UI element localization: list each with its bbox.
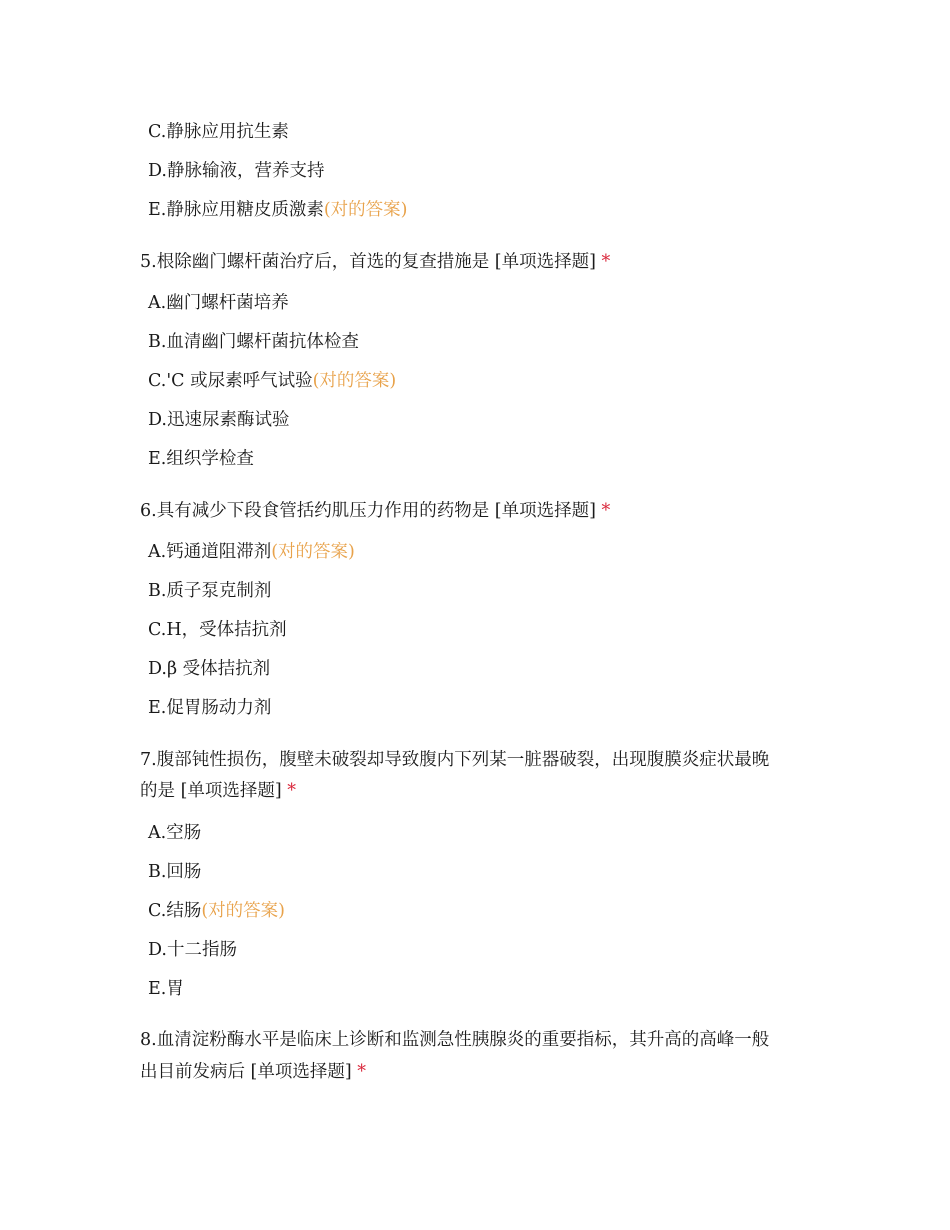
q7-option-a (148, 820, 201, 846)
q6-option-b (148, 578, 271, 604)
question-7-line-2 (140, 778, 296, 804)
question-text: 的是 [单项选择题] (140, 781, 282, 801)
option-text: E.静脉应用糖皮质激素 (148, 200, 324, 220)
correct-answer-marker: (对的答案) (271, 542, 355, 562)
q5-option-d (148, 407, 289, 433)
question-text: 6.具有减少下段食管括约肌压力作用的药物是 [单项选择题] (140, 501, 596, 521)
q7-option-d (148, 937, 237, 963)
question-text: 出目前发病后 [单项选择题] (140, 1062, 352, 1082)
question-text: 5.根除幽门螺杆菌治疗后，首选的复查措施是 [单项选择题] (140, 252, 596, 272)
option-text: C.H，受体拮抗剂 (148, 620, 287, 640)
q7-option-e (148, 976, 184, 1002)
q5-option-c (148, 368, 396, 394)
required-mark: * (357, 1062, 367, 1082)
correct-answer-marker: (对的答案) (201, 901, 285, 921)
q4-option-e (148, 197, 408, 223)
question-text: 8.血清淀粉酶水平是临床上诊断和监测急性胰腺炎的重要指标，其升高的高峰一般 (140, 1030, 770, 1050)
q6-option-c (148, 617, 287, 643)
option-text: E.胃 (148, 979, 184, 999)
q5-option-b (148, 329, 359, 355)
correct-answer-marker: (对的答案) (323, 200, 408, 220)
required-mark: * (601, 501, 611, 521)
question-8-line-1 (140, 1027, 769, 1053)
question-5 (140, 249, 610, 275)
q6-option-e (148, 695, 271, 721)
question-7-line-1 (140, 747, 769, 773)
option-text: A.幽门螺杆菌培养 (148, 293, 289, 313)
option-text: B.血清幽门螺杆菌抗体检查 (148, 332, 359, 352)
option-text: D.静脉输液，营养支持 (148, 161, 325, 181)
q6-option-d (148, 656, 270, 682)
option-text: C.结肠 (148, 901, 202, 921)
question-6 (140, 498, 610, 524)
q7-option-b (148, 859, 201, 885)
option-text: A.钙通道阻滞剂 (148, 542, 272, 562)
option-text: E.组织学检查 (148, 449, 254, 469)
option-text: D.十二指肠 (148, 940, 237, 960)
q4-option-d (148, 158, 324, 184)
question-8-line-2 (140, 1059, 366, 1085)
option-text: A.空肠 (148, 823, 202, 843)
question-text: 7.腹部钝性损伤，腹壁未破裂却导致腹内下列某一脏器破裂，出现腹膜炎症状最晚 (140, 750, 770, 770)
correct-answer-marker: (对的答案) (312, 371, 397, 391)
option-text: B.回肠 (148, 862, 202, 882)
option-text: E.促胃肠动力剂 (148, 698, 272, 718)
option-text: C.'C 或尿素呼气试验 (148, 371, 313, 391)
q6-option-a (148, 539, 355, 565)
q4-option-c (148, 119, 289, 145)
required-mark: * (287, 781, 297, 801)
option-text: C.静脉应用抗生素 (148, 122, 289, 142)
option-text: D.β 受体拮抗剂 (148, 659, 271, 679)
q7-option-c (148, 898, 285, 924)
q5-option-a (148, 290, 289, 316)
option-text: D.迅速尿素酶试验 (148, 410, 290, 430)
q5-option-e (148, 446, 254, 472)
option-text: B.质子泵克制剂 (148, 581, 272, 601)
required-mark: * (601, 252, 611, 272)
